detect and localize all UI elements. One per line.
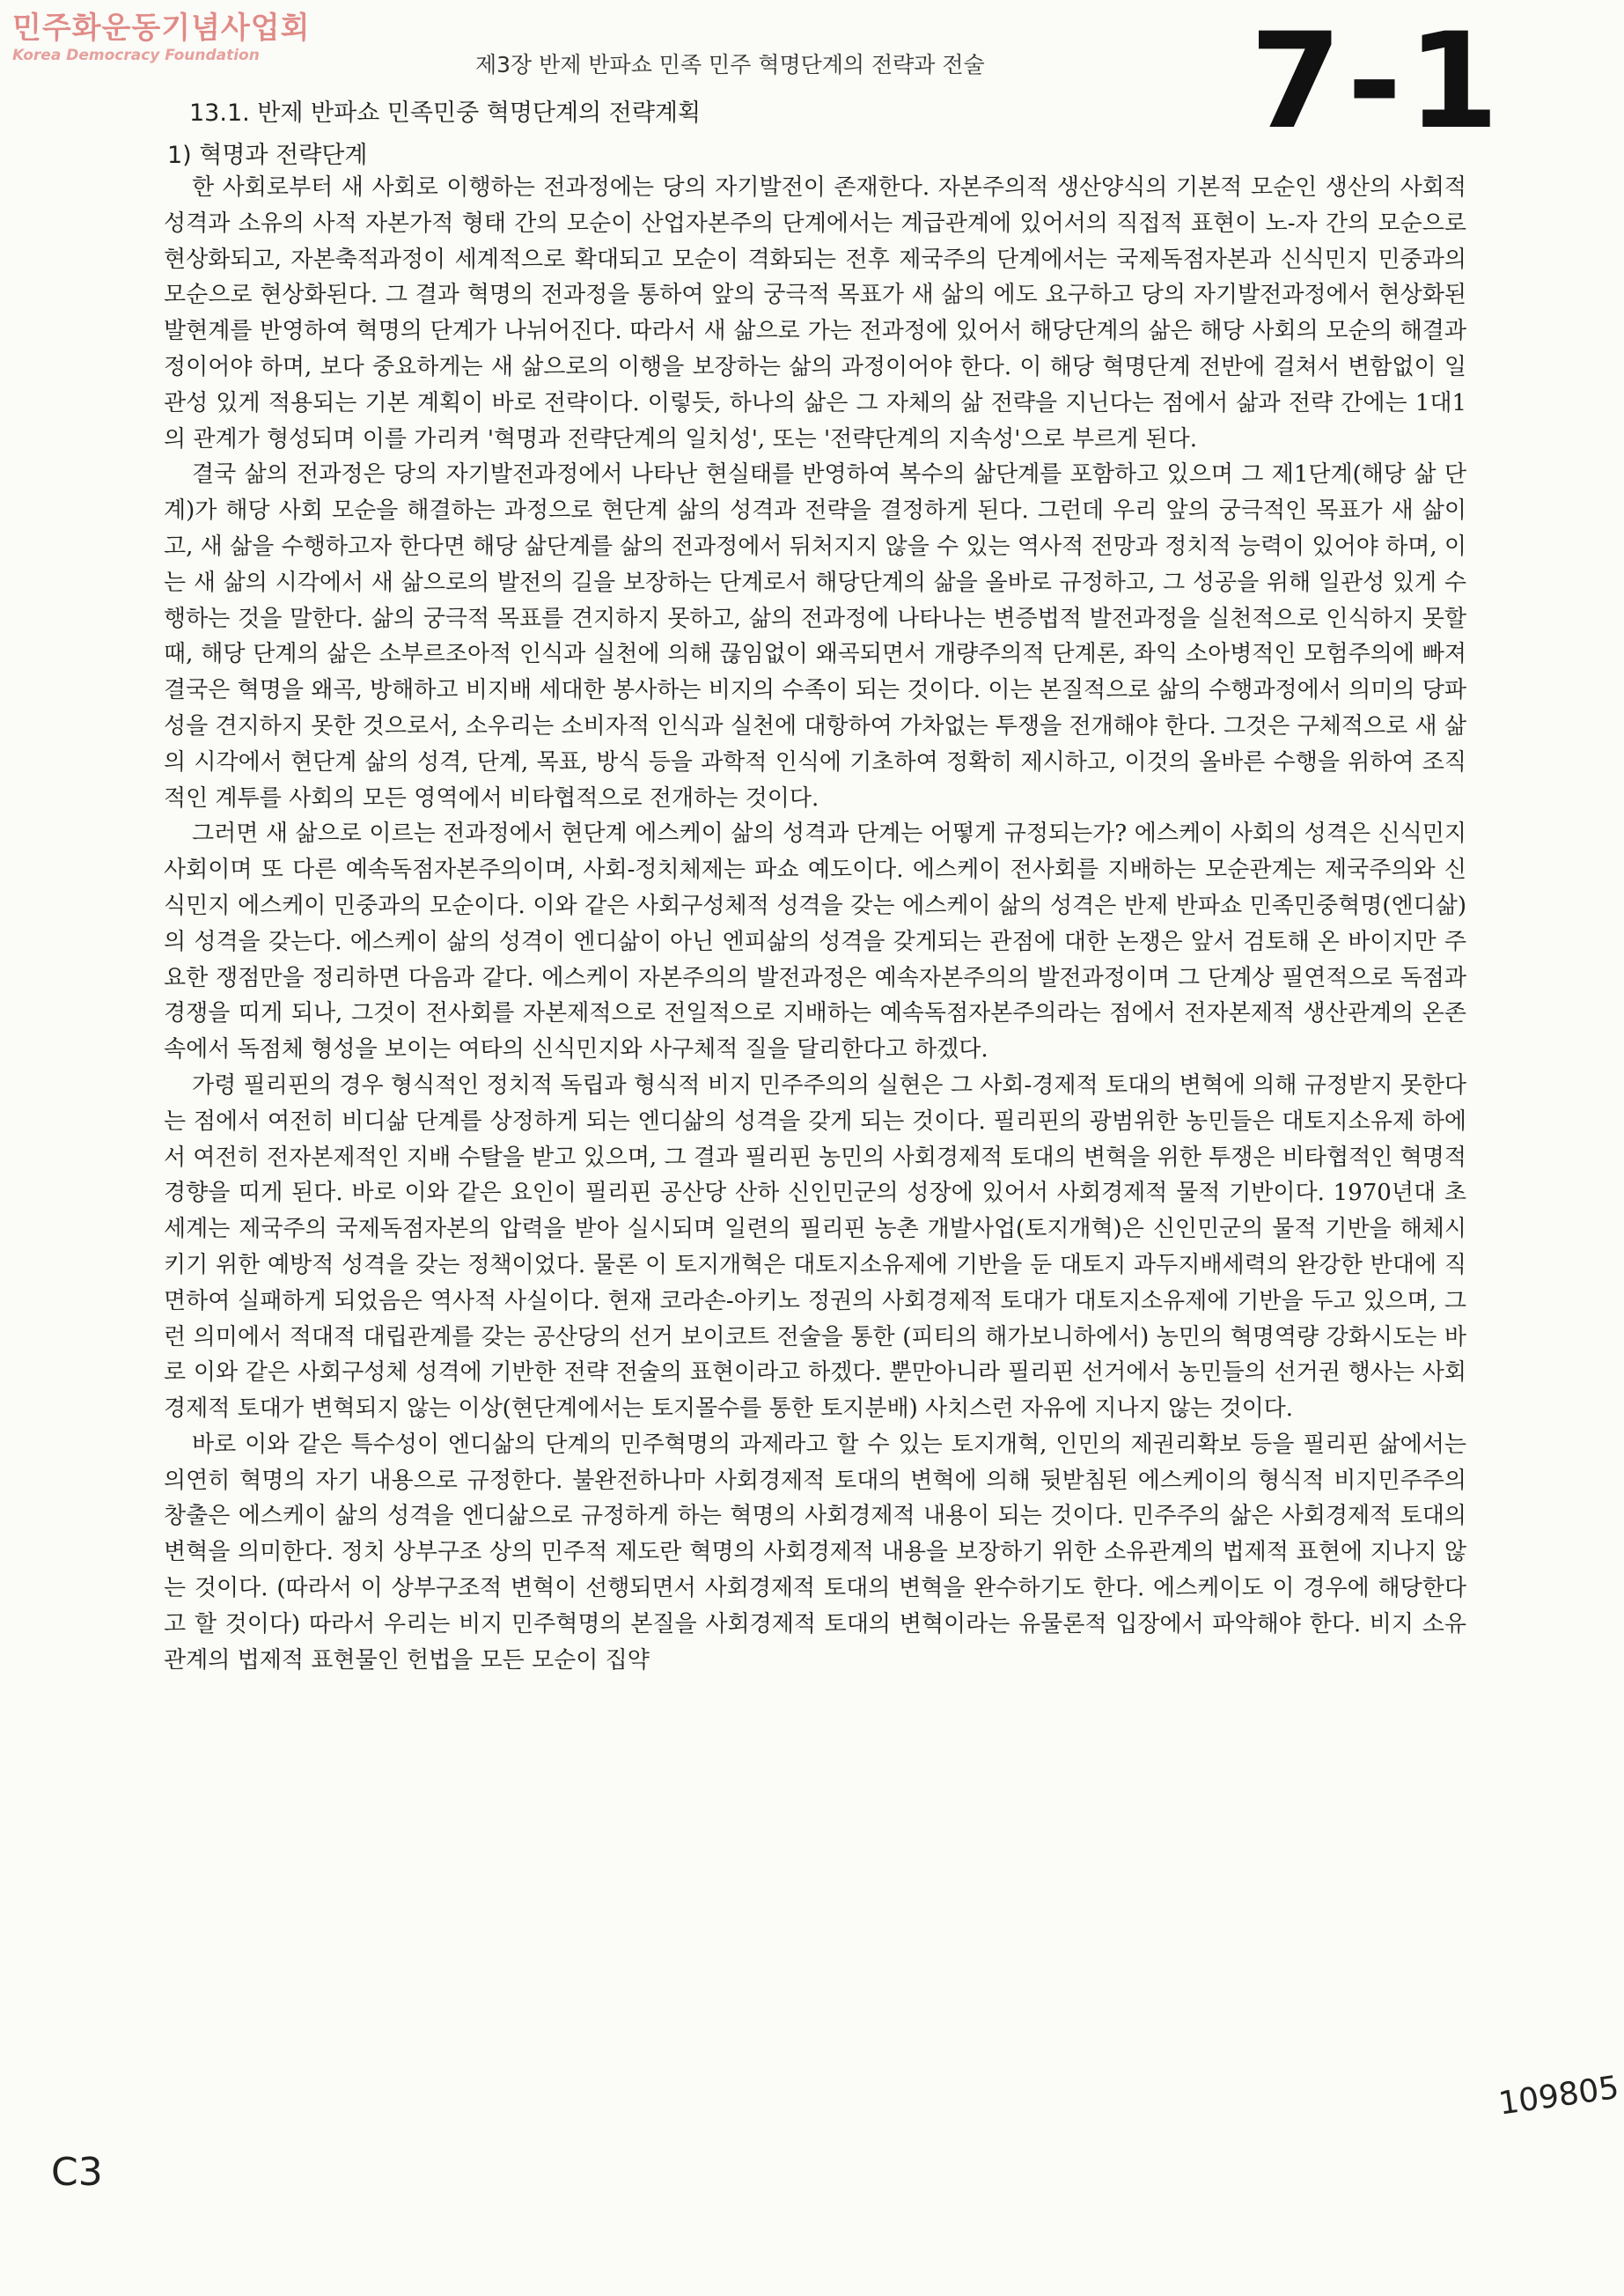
document-id-handwritten: 7-1	[1250, 5, 1504, 158]
foundation-watermark	[12, 11, 312, 65]
watermark-english: Korea Democracy Foundation	[12, 47, 260, 64]
body-text	[164, 170, 1466, 2256]
corner-mark: C3	[51, 2150, 103, 2195]
watermark-korean: 민주화운동기념사업회	[12, 11, 311, 46]
section-title: 13.1. 반제 반파쇼 민족민중 혁명단계의 전략계획	[189, 99, 702, 127]
archive-number: 109805	[1496, 2069, 1621, 2123]
paragraph: 한 사회로부터 새 사회로 이행하는 전과정에는 당의 자기발전이 존재한다. 자본주의적 생산양식의 기본적 모순인 생산의 사회적 성격과 소유의 사적 자본가적 형태 간의 모순이 산업자본주의 단계에서는 계급관계에 있어서의 직접적 표현이 노-자 간의 모순으로 현상화되고, 자본축적과정이 세계적으로 확대되고 모순이 격화되는 전후 제국주의 단계에서는 국제독점자본과 신식민지 민중과의 모순으로 현상화된다. 그 결과 혁명의 전과정을 통하여 앞의 궁극적 목표가 새 삶의 에도 요구하고 당의 자기발전과정에서 현상화된 발현계를 반영하여 혁명의 단계가 나뉘어진다. 따라서 새 삶으로 가는 전과정에 있어서 해당단계의 삶은 해당 사회의 모순의 해결과정이어야 하며, 보다 중요하게는 새 삶으로의 이행을 보장하는 삶의 과정이어야 한다. 이 해당 혁명단계 전반에 걸쳐서 변함없이 일관성 있게 적용되는 기본 계획이 바로 전략이다. 이렇듯, 하나의 삶은 그 자체의 삶 전략을 지닌다는 점에서 삶과 전략 간에는 1대1의 관계가 형성되며 이를 가리켜 '혁명과 전략단계의 일치성', 또는 '전략단계의 지속성'으로 부르게 된다.	[164, 174, 1466, 453]
paragraph: 그러면 새 삶으로 이르는 전과정에서 현단계 에스케이 삶의 성격과 단계는 어떻게 규정되는가? 에스케이 사회의 성격은 신식민지 사회이며 또 다른 예속독점자본주의이며, 사회-정치체제는 파쇼 예도이다. 에스케이 전사회를 지배하는 모순관계는 제국주의와 신식민지 에스케이 민중과의 모순이다. 이와 같은 사회구성체적 성격을 갖는 에스케이 삶의 성격은 반제 반파쇼 민족민중혁명(엔디삶)의 성격을 갖는다. 에스케이 삶의 성격이 엔디삶이 아닌 엔피삶의 성격을 갖게되는 관점에 대한 논쟁은 앞서 검토해 온 바이지만 주요한 쟁점만을 정리하면 다음과 같다. 에스케이 자본주의의 발전과정은 예속자본주의의 발전과정이며 그 단계상 필연적으로 독점과 경쟁을 띠게 되나, 그것이 전사회를 자본제적으로 전일적으로 지배하는 예속독점자본주의라는 점에서 전자본제적 생산관계의 온존 속에서 독점체 형성을 보이는 여타의 신식민지와 사구체적 질을 달리한다고 하겠다.	[164, 821, 1466, 1063]
paragraph: 가령 필리핀의 경우 형식적인 정치적 독립과 형식적 비지 민주주의의 실현은 그 사회-경제적 토대의 변혁에 의해 규정받지 못한다는 점에서 여전히 비디삶 단계를 상정하게 되는 엔디삶의 성격을 갖게 되는 것이다. 필리핀의 광범위한 농민들은 대토지소유제 하에서 여전히 전자본제적인 지배 수탈을 받고 있으며, 그 결과 필리핀 농민의 사회경제적 토대의 변혁을 위한 투쟁은 비타협적인 혁명적 경향을 띠게 된다. 바로 이와 같은 요인이 필리핀 공산당 산하 신인민군의 성장에 있어서 사회경제적 물적 기반이다. 1970년대 초 세계는 제국주의 국제독점자본의 압력을 받아 실시되며 일련의 필리핀 농촌 개발사업(토지개혁)은 신인민군의 물적 기반을 해체시키기 위한 예방적 성격을 갖는 정책이었다. 물론 이 토지개혁은 대토지소유제에 기반을 둔 대토지 과두지배세력의 완강한 반대에 직면하여 실패하게 되었음은 역사적 사실이다. 현재 코라손-아키노 정권의 사회경제적 토대가 대토지소유제에 기반을 두고 있으며, 그런 의미에서 적대적 대립관계를 갖는 공산당의 선거 보이코트 전술을 통한 (피티의 해가보니하에서) 농민의 혁명역량 강화시도는 바로 이와 같은 사회구성체 성격에 기반한 전략 전술의 표현이라고 하겠다. 뿐만아니라 필리핀 선거에서 농민들의 선거권 행사는 사회경제적 토대가 변혁되지 않는 이상(현단계에서는 토지몰수를 통한 토지분배) 사치스런 자유에 지나지 않는 것이다.	[164, 1071, 1466, 1423]
subsection-title: 1) 혁명과 전략단계	[167, 142, 368, 169]
paragraph: 바로 이와 같은 특수성이 엔디삶의 단계의 민주혁명의 과제라고 할 수 있는 토지개혁, 인민의 제권리확보 등을 필리핀 삶에서는 의연히 혁명의 자기 내용으로 규정한다. 불완전하나마 사회경제적 토대의 변혁에 의해 뒷받침된 에스케이의 형식적 비지민주주의 창출은 에스케이 삶의 성격을 엔디삶으로 규정하게 하는 혁명의 사회경제적 내용이 되는 것이다. 민주주의 삶은 사회경제적 토대의 변혁을 의미한다. 정치 상부구조 상의 민주적 제도란 혁명의 사회경제적 내용을 보장하기 위한 소유관계의 법제적 표현에 지나지 않는 것이다. (따라서 이 상부구조적 변혁이 선행되면서 사회경제적 토대의 변혁을 완수하기도 한다. 에스케이도 이 경우에 해당한다고 할 것이다) 따라서 우리는 비지 민주혁명의 본질을 사회경제적 토대의 변혁이라는 유물론적 입장에서 파악해야 한다. 비지 소유관계의 법제적 표현물인 헌법을 모든 모순이 집약	[164, 1431, 1466, 1674]
chapter-title: 제3장 반제 반파쇼 민족 민주 혁명단계의 전략과 전술	[475, 52, 985, 77]
paragraph: 결국 삶의 전과정은 당의 자기발전과정에서 나타난 현실태를 반영하여 복수의 삶단계를 포함하고 있으며 그 제1단계(해당 삶 단계)가 해당 사회 모순을 해결하는 과정으로 현단계 삶의 성격과 전략을 결정하게 된다. 그런데 우리 앞의 궁극적인 목표가 새 삶이고, 새 삶을 수행하고자 한다면 해당 삶단계를 삶의 전과정에서 뒤처지지 않을 수 있는 역사적 전망과 정치적 능력이 있어야 하며, 이는 새 삶의 시각에서 새 삶으로의 발전의 길을 보장하는 단계로서 해당단계의 삶을 올바로 규정하고, 그 성공을 위해 일관성 있게 수행하는 것을 말한다. 삶의 궁극적 목표를 견지하지 못하고, 삶의 전과정에 나타나는 변증법적 발전과정을 실천적으로 인식하지 못할 때, 해당 단계의 삶은 소부르조아적 인식과 실천에 의해 끊임없이 왜곡되면서 개량주의적 단계론, 좌익 소아병적인 모험주의에 빠져 결국은 혁명을 왜곡, 방해하고 비지배 세대한 봉사하는 비지의 수족이 되는 것이다. 이는 본질적으로 삶의 수행과정에서 의미의 당파성을 견지하지 못한 것으로서, 소우리는 소비자적 인식과 실천에 대항하여 가차없는 투쟁을 전개해야 한다. 그것은 구체적으로 새 삶의 시각에서 현단계 삶의 성격, 단계, 목표, 방식 등을 과학적 인식에 기초하여 정확히 제시하고, 이것의 올바른 수행을 위하여 조직적인 계투를 사회의 모든 영역에서 비타협적으로 전개하는 것이다.	[164, 461, 1466, 812]
